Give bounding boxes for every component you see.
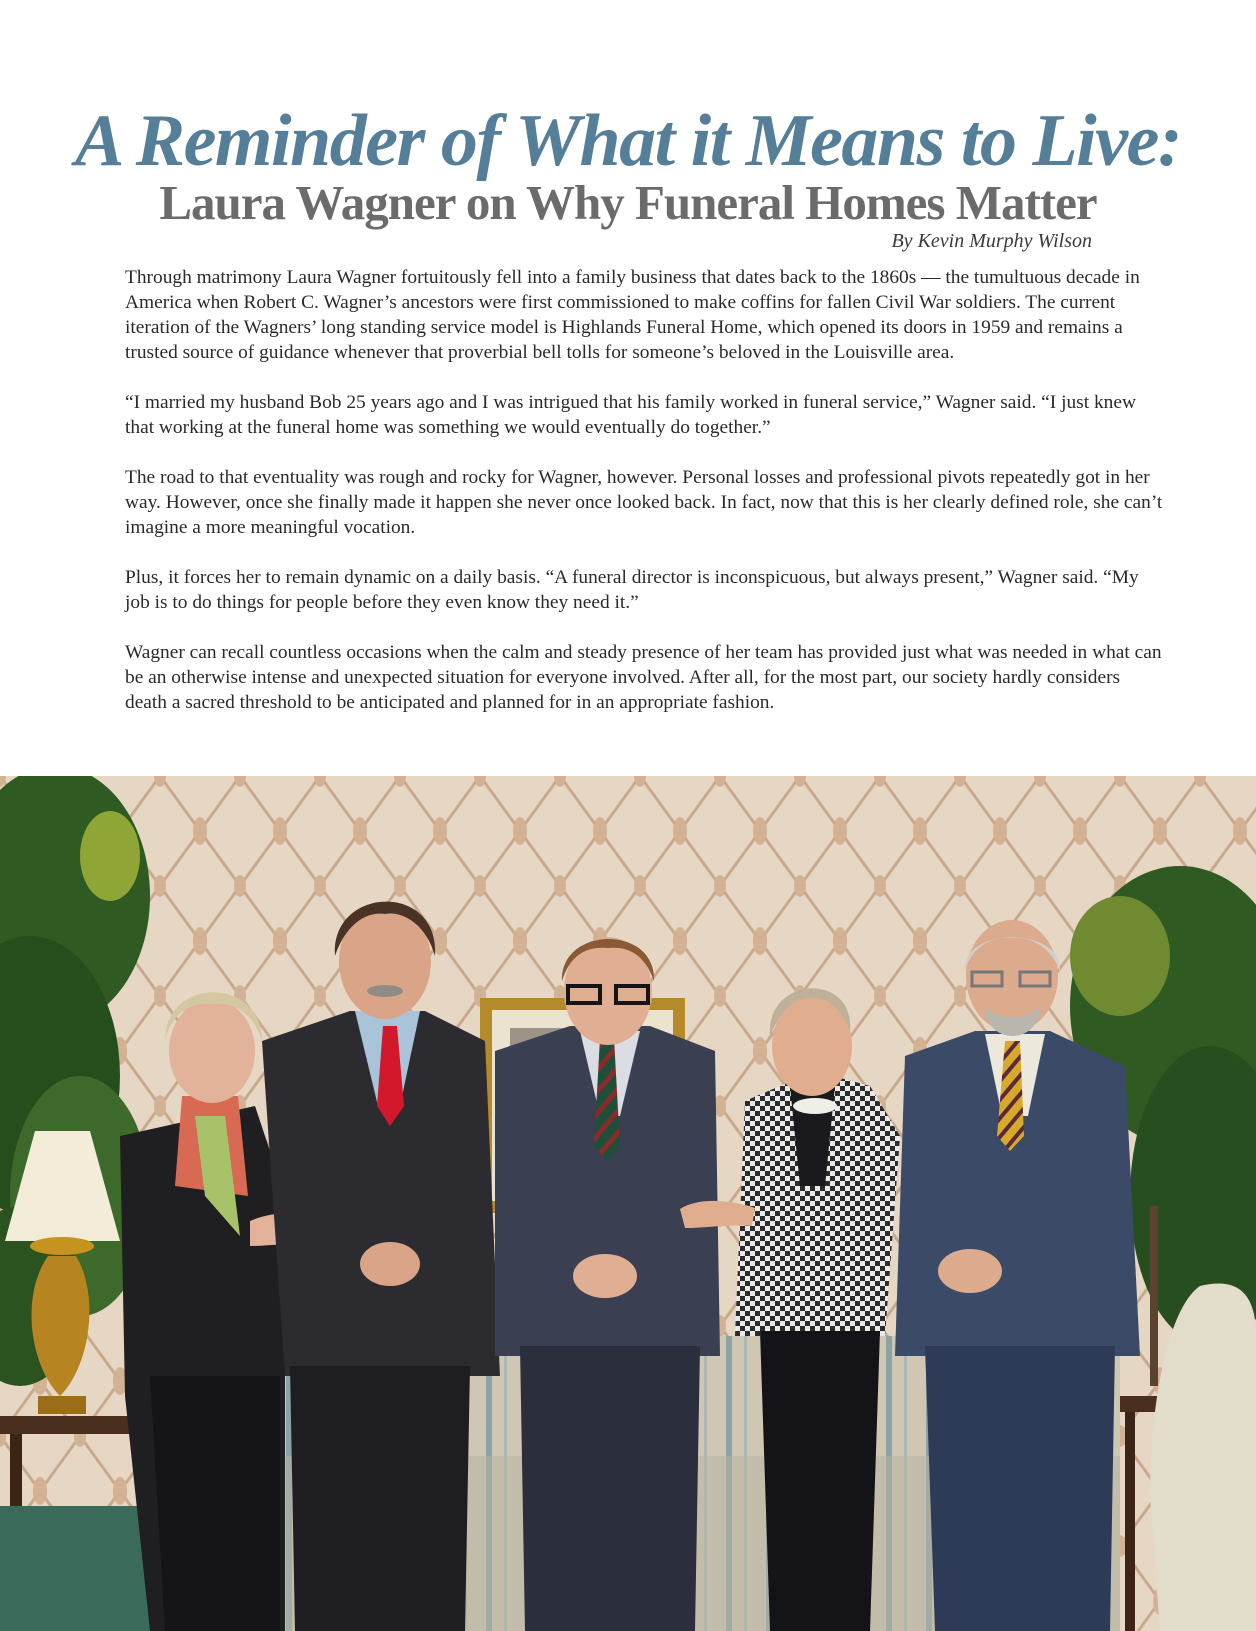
article-body bbox=[125, 265, 1165, 740]
paragraph-1: Through matrimony Laura Wagner fortuitously fell into a family business that dates back to the 1860s — the tumultuous decade in America when Robert C. Wagner’s ancestors were first commissioned to make coffins for fallen Civil War soldiers. The current iteration of the Wagners’ long standing service model is Highlands Funeral Home, which opened its doors in 1959 and remains a trusted source of guidance whenever that proverbial bell tolls for someone’s beloved in the Louisville area. bbox=[125, 267, 1140, 363]
paragraph-2: “I married my husband Bob 25 years ago and I was intrigued that his family worked in funeral service,” Wagner said. “I just knew that working at the funeral home was something we would eventually do together.” bbox=[125, 392, 1136, 438]
person-3 bbox=[495, 937, 720, 1631]
article-byline: By Kevin Murphy Wilson bbox=[891, 230, 1092, 252]
paragraph-3: The road to that eventuality was rough and rocky for Wagner, however. Personal losses and professional pivots repeatedly got in her way. However, once she finally made it happen she never once looked back. In fact, now that this is her clearly defined role, she can’t imagine a more meaningful vocation. bbox=[125, 467, 1163, 538]
article-subhead: Laura Wagner on Why Funeral Homes Matter bbox=[159, 175, 1097, 230]
paragraph-4: Plus, it forces her to remain dynamic on a daily basis. “A funeral director is inconspicuous, but always present,” Wagner said. “My job is to do things for people before they even know they need it.” bbox=[125, 567, 1139, 613]
article-headline: A Reminder of What it Means to Live: bbox=[74, 100, 1182, 182]
team-photo bbox=[0, 776, 1256, 1631]
paragraph-5: Wagner can recall countless occasions when the calm and steady presence of her team has provided just what was needed in what can be an otherwise intense and unexpected situation for everyone involved. After all, for the most part, our society hardly considers death a sacred threshold to be anticipated and planned for in an appropriate fashion. bbox=[125, 642, 1162, 713]
